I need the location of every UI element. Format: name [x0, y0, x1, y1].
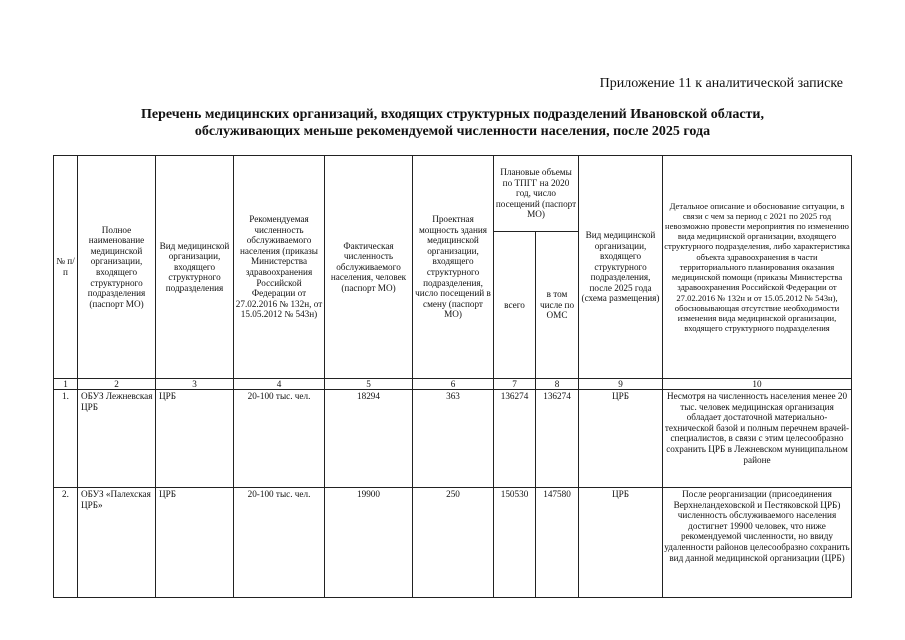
description: После реорганизации (присоединения Верхнеландеховской и Пестяковской ЦРБ) численность обслуживаемого населения достигнет 19900 человек, что ниже рекомендуемой численности, но ввиду удаленности районов целесообразно сохранить вид данной медицинской организации (ЦРБ) — [663, 488, 852, 598]
column-number: 9 — [579, 379, 663, 390]
description: Несмотря на численность населения менее 20 тыс. человек медицинская организация обладает достаточной материально-технической базой и полным перечнем врачей-специалистов, в связи с этим целесообразно сохранить ЦРБ в Лежневском муниципальном районе — [663, 390, 852, 488]
document-title — [0, 106, 905, 140]
header-full-name: Полное наименование медицинской организации, входящего структурного подразделения (паспорт МО) — [78, 156, 156, 379]
actual-population: 19900 — [325, 488, 413, 598]
column-number: 4 — [234, 379, 325, 390]
recommended-population: 20-100 тыс. чел. — [234, 390, 325, 488]
recommended-population: 20-100 тыс. чел. — [234, 488, 325, 598]
header-org-type: Вид медицинской организации, входящего структурного подразделения — [156, 156, 234, 379]
header-number: № п/п — [54, 156, 78, 379]
header-design-capacity: Проектная мощность здания медицинской организации, входящего структурного подразделения, число посещений в смену (паспорт МО) — [413, 156, 494, 379]
table-row — [54, 390, 852, 488]
visits-total: 150530 — [494, 488, 536, 598]
row-number: 1. — [54, 390, 78, 488]
column-number: 3 — [156, 379, 234, 390]
design-capacity: 250 — [413, 488, 494, 598]
visits-total: 136274 — [494, 390, 536, 488]
header-planned-volumes: Плановые объемы по ТПГГ на 2020 год, число посещений (паспорт МО) — [494, 156, 579, 232]
org-name: ОБУЗ «Палехская ЦРБ» — [78, 488, 156, 598]
column-number: 5 — [325, 379, 413, 390]
header-oms: в том числе по ОМС — [536, 232, 579, 379]
header-type-after-2025: Вид медицинской организации, входящего структурного подразделения, после 2025 года (схема размещения) — [579, 156, 663, 379]
column-number: 1 — [54, 379, 78, 390]
actual-population: 18294 — [325, 390, 413, 488]
type-after-2025: ЦРБ — [579, 390, 663, 488]
header-description: Детальное описание и обоснование ситуации, в связи с чем за период с 2021 по 2025 год невозможно провести мероприятия по изменению вида медицинской организации, входящего структурного подразделения, либо характеристика объекта здравоохранения в части территориального планирования оказания медицинской помощи (приказы Министерства здравоохранения Российской Федерации от 27.02.2016 № 132н и от 15.05.2012 № 543н), обосновывающая отсутствие необходимости изменения вида медицинской организации, входящего структурного подразделения — [663, 156, 852, 379]
header-recommended-population: Рекомендуемая численность обслуживаемого населения (приказы Министерства здравоохранения Российской Федерации от 27.02.2016 № 132н, от 15.05.2012 № 543н) — [234, 156, 325, 379]
design-capacity: 363 — [413, 390, 494, 488]
header-row-1 — [54, 156, 852, 232]
table-row — [54, 488, 852, 598]
column-number: 6 — [413, 379, 494, 390]
column-number: 8 — [536, 379, 579, 390]
org-type: ЦРБ — [156, 390, 234, 488]
organizations-table — [53, 155, 852, 598]
title-line-1: Перечень медицинских организаций, входящих структурных подразделений Ивановской области, — [141, 107, 764, 122]
header-total: всего — [494, 232, 536, 379]
row-number: 2. — [54, 488, 78, 598]
visits-oms: 147580 — [536, 488, 579, 598]
column-number: 10 — [663, 379, 852, 390]
column-number: 7 — [494, 379, 536, 390]
header-actual-population: Фактическая численность обслуживаемого населения, человек (паспорт МО) — [325, 156, 413, 379]
visits-oms: 136274 — [536, 390, 579, 488]
org-type: ЦРБ — [156, 488, 234, 598]
org-name: ОБУЗ Лежневская ЦРБ — [78, 390, 156, 488]
title-line-2: обслуживающих меньше рекомендуемой численности населения, после 2025 года — [194, 124, 711, 139]
column-numbers-row — [54, 379, 852, 390]
appendix-label: Приложение 11 к аналитической записке — [599, 76, 843, 91]
type-after-2025: ЦРБ — [579, 488, 663, 598]
column-number: 2 — [78, 379, 156, 390]
